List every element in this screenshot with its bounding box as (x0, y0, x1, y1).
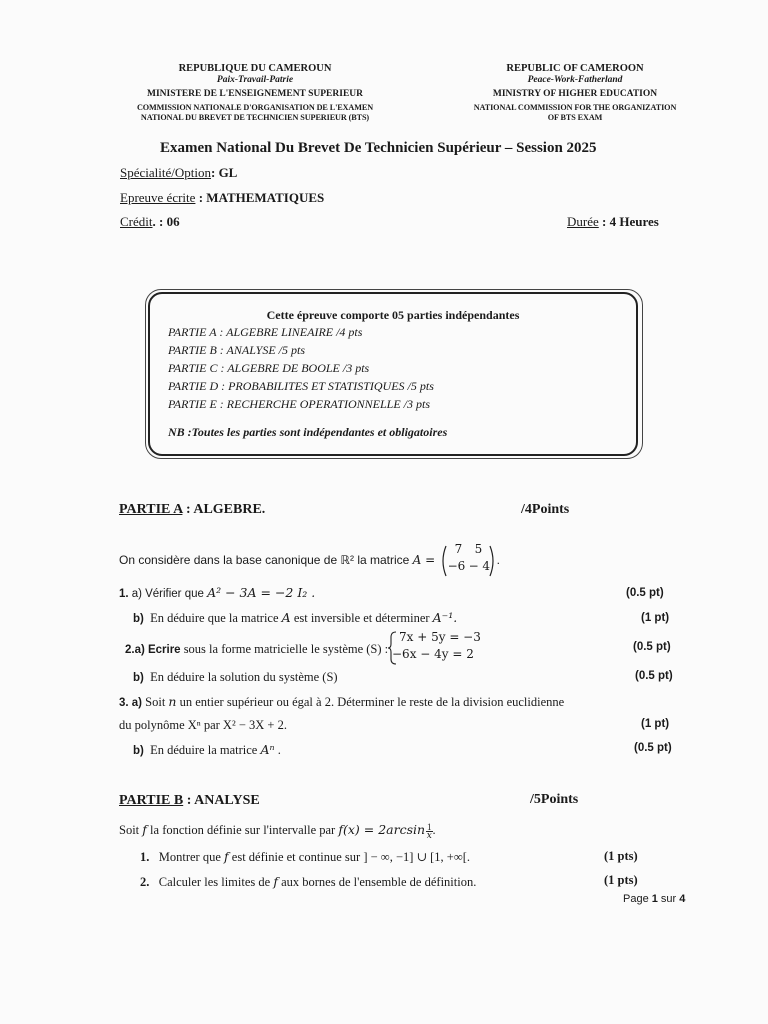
q3b-pts: (0.5 pt) (634, 742, 672, 754)
partB-q2 (140, 874, 476, 890)
summary-box (148, 292, 638, 456)
partB-heading (119, 793, 260, 809)
q3b-text2: . (274, 743, 281, 757)
partA-intro-text: On considère dans la base canonique de ℝ² la matrice (119, 553, 413, 568)
partB-heading-label: PARTIE B (119, 793, 184, 808)
q1a-num: 1. (119, 588, 129, 600)
q2a-num: 2.a) (125, 644, 145, 656)
exam-title: Examen National Du Brevet De Technicien Supérieur – Session 2025 (160, 140, 597, 156)
motto-en: Peace-Work-Fatherland (527, 75, 623, 86)
country-en: REPUBLIC OF CAMEROON (506, 63, 644, 74)
subject-label: Epreuve écrite (120, 190, 196, 205)
partB-q1 (140, 849, 470, 865)
page-prefix: Page (623, 893, 652, 905)
matrix-a21: −6 (447, 559, 466, 573)
fraction-num: 1 (427, 821, 432, 832)
summary-part-d: PARTIE D : PROBABILITES ET STATISTIQUES /5 pts (168, 379, 434, 393)
summary-part-a: PARTIE A : ALGEBRE LINEAIRE /4 pts (168, 325, 363, 339)
partB-q1-math: f (224, 849, 229, 864)
q3b-text: En déduire la matrice (150, 743, 261, 757)
q2a (125, 642, 388, 657)
q3a-text2: un entier supérieur ou égal à 2. Déterminer le reste de la division euclidienne (176, 695, 565, 709)
partB-intro-math: f(x) = 2arcsin (338, 822, 426, 837)
partB-intro-f: f (142, 822, 147, 837)
q1b-math2: A⁻¹. (432, 610, 458, 625)
partB-q1-num: 1. (140, 850, 150, 864)
partA-points: /4Points (521, 502, 570, 517)
partB-q2-num: 2. (140, 875, 150, 889)
q3a (119, 694, 564, 710)
q3a-math: n (168, 694, 177, 709)
system-eq1: 7x + 5y = −3 (399, 630, 481, 644)
q1a-text: Vérifier que (145, 588, 208, 600)
q3a-num: 3. a) (119, 697, 143, 709)
commission-en-2: OF BTS EXAM (547, 113, 603, 123)
q2b-sub: b) (133, 672, 144, 684)
partA-heading-rest: : ALGEBRE. (182, 502, 266, 517)
partA-heading (119, 502, 265, 518)
q3b-sub: b) (133, 745, 144, 757)
q2b-text: En déduire la solution du système (S) (150, 670, 338, 684)
page-total: 4 (679, 893, 686, 905)
fraction-den: x (426, 830, 432, 841)
q1b (133, 610, 457, 626)
q2b (133, 670, 338, 685)
credit-line (120, 214, 180, 230)
matrix-name: A = (412, 553, 436, 568)
partB-points: /5Points (530, 792, 579, 807)
summary-part-b: PARTIE B : ANALYSE /5 pts (168, 343, 305, 357)
page-number: 1 (651, 893, 658, 905)
q3a-cont: du polynôme Xⁿ par X² − 3X + 2. (119, 718, 287, 732)
page-footer (623, 893, 685, 905)
q2b-pts: (0.5 pt) (635, 670, 673, 682)
partB-q1-text2: est définie et continue sur ] − ∞, −1] ∪ [1, +∞[. (228, 850, 471, 864)
header-right (440, 62, 710, 123)
q1b-text2: est inversible et déterminer (290, 611, 433, 625)
duration-value: : 4 Heures (598, 214, 659, 229)
partB-q1-text: Montrer que (158, 850, 225, 864)
q1a-pts: (0.5 pt) (626, 587, 664, 599)
ministry-en: MINISTRY OF HIGHER EDUCATION (492, 89, 658, 99)
summary-part-c: PARTIE C : ALGEBRE DE BOOLE /3 pts (168, 361, 370, 375)
q3a-text: Soit (145, 695, 169, 709)
q1a (119, 585, 315, 601)
speciality-label: Spécialité/Option (120, 165, 211, 180)
q1b-sub: b) (133, 613, 144, 625)
summary-part-e: PARTIE E : RECHERCHE OPERATIONNELLE /3 pts (168, 397, 430, 411)
summary-note: NB :Toutes les parties sont indépendantes et obligatoires (168, 425, 448, 439)
ministry-fr: MINISTERE DE L'ENSEIGNEMENT SUPERIEUR (147, 89, 363, 99)
country-fr: REPUBLIQUE DU CAMEROUN (178, 63, 332, 74)
speciality-value: : GL (210, 165, 238, 180)
q2a-text: sous la forme matricielle le système (S) : (180, 642, 389, 656)
q1b-pts: (1 pt) (641, 612, 670, 624)
matrix-A (439, 544, 497, 578)
matrix-a22: − 4 (468, 559, 491, 573)
partB-intro-1: Soit (119, 823, 143, 837)
q3b-math: Aⁿ (260, 742, 275, 757)
q1a-math: A² − 3A = −2 I₂ . (207, 585, 316, 600)
partB-q2-math: f (273, 874, 278, 889)
header-left (110, 62, 400, 123)
partB-q2-text2: aux bornes de l'ensemble de définition. (277, 875, 477, 889)
q3b (133, 742, 281, 758)
page-mid: sur (657, 893, 680, 905)
subject-line (120, 190, 324, 206)
subject-value: : MATHEMATIQUES (195, 190, 325, 205)
matrix-a12: 5 (474, 542, 483, 556)
credit-value: . : 06 (152, 214, 180, 229)
partA-intro: On considère dans la base canonique de ℝ² la matrice A = 7 5 −6 − 4 . (119, 544, 500, 578)
duration-line (567, 214, 659, 230)
q1b-math: A (281, 610, 291, 625)
partB-intro-2: la fonction définie sur l'intervalle par (146, 823, 339, 837)
q3a-pts: (1 pt) (641, 718, 670, 730)
q2a-pts: (0.5 pt) (633, 641, 671, 653)
credit-label: Crédit (120, 214, 153, 229)
matrix-a11: 7 (454, 542, 463, 556)
motto-fr: Paix-Travail-Patrie (216, 75, 294, 86)
commission-en-1: NATIONAL COMMISSION FOR THE ORGANIZATION (473, 102, 677, 112)
commission-fr-1: COMMISSION NATIONALE D'ORGANISATION DE L'EXAMEN (136, 102, 374, 112)
partB-q2-text: Calculer les limites de (158, 875, 274, 889)
q1b-text: En déduire que la matrice (150, 611, 282, 625)
partB-intro: Soit f la fonction définie sur l'intervalle par f(x) = 2arcsin $\frac{1}{x}$ . (119, 821, 436, 841)
speciality-line (120, 165, 237, 181)
commission-fr-2: NATIONAL DU BREVET DE TECHNICIEN SUPERIEUR (BTS) (140, 113, 370, 123)
partB-q2-pts: (1 pts) (604, 873, 638, 887)
duration-label: Durée (567, 214, 599, 229)
partA-heading-label: PARTIE A (119, 502, 183, 517)
q1a-sub: a) (131, 588, 142, 600)
system-eq2: −6x − 4y = 2 (392, 647, 474, 661)
partB-q1-pts: (1 pts) (604, 849, 638, 863)
summary-title: Cette épreuve comporte 05 parties indépendantes (266, 308, 520, 322)
q2a-sub: Ecrire (147, 644, 181, 656)
partB-heading-rest: : ANALYSE (183, 793, 260, 808)
